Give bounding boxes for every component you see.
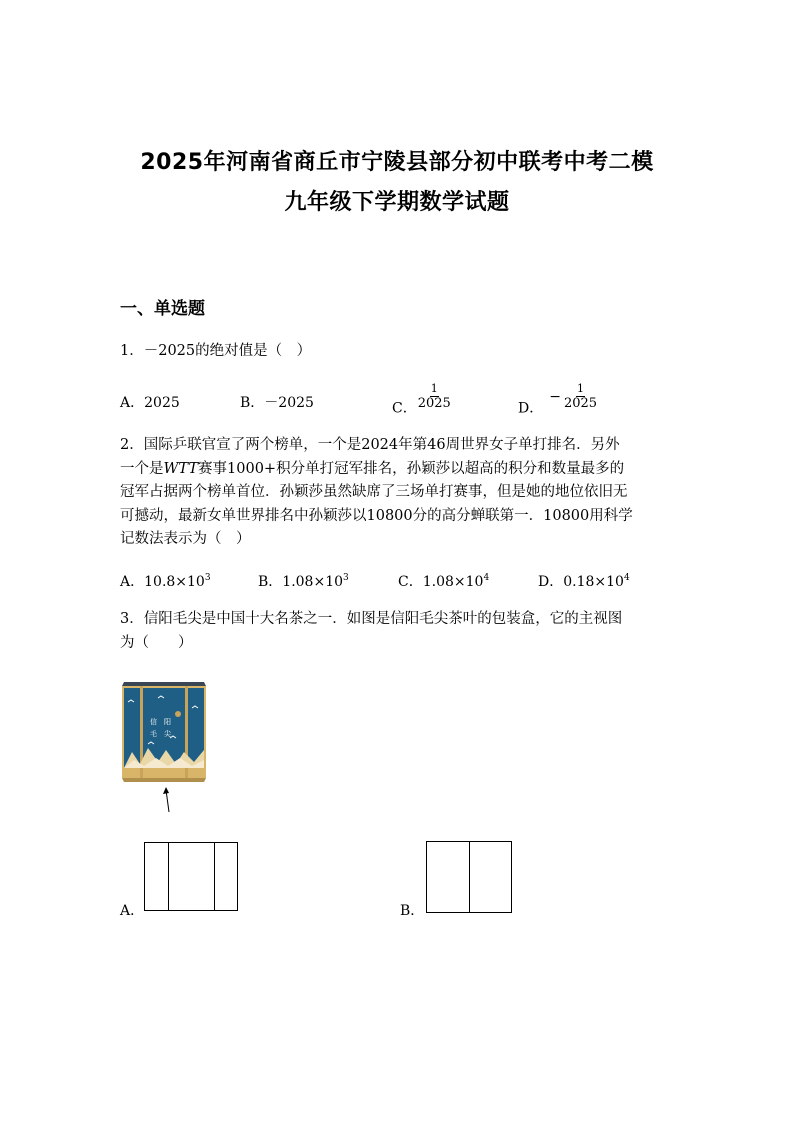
option-mantissa: 1.08×10	[422, 574, 484, 590]
box-char: 尖	[164, 730, 171, 738]
arrow-up-icon	[160, 786, 176, 814]
option-exponent: 4	[623, 573, 630, 583]
option-label: D．	[518, 400, 544, 417]
option-mantissa: 10.8×10	[144, 574, 205, 590]
question-line	[120, 458, 680, 482]
title-line-1: 2025年河南省商丘市宁陵县部分初中联考中考二模	[140, 150, 654, 175]
option-exponent: 4	[483, 573, 490, 583]
box-lid	[122, 682, 206, 686]
question-3-text	[120, 608, 680, 655]
q3-option-a-label: A．	[120, 903, 145, 919]
question-line: 为（ ）	[120, 634, 193, 651]
view-edge	[469, 842, 470, 912]
fraction-numerator: 1	[577, 382, 585, 395]
q3-option-a-view	[144, 842, 238, 911]
fraction	[417, 382, 452, 411]
question-line: 3．信阳毛尖是中国十大名茶之一．如图是信阳毛尖茶叶的包装盒，它的主视图	[120, 611, 623, 627]
section-title: 一、单选题	[120, 299, 205, 319]
text-segment: 赛事1000+积分单打冠军排名，孙颖莎以超高的积分和数量最多的	[198, 460, 625, 477]
q1-option-a	[120, 392, 180, 412]
q2-option-d	[538, 571, 630, 591]
option-label: A．	[120, 574, 145, 590]
box-base	[122, 778, 206, 782]
box-char: 毛	[150, 730, 157, 738]
option-label: D．	[538, 574, 564, 590]
option-label: A．	[120, 395, 145, 411]
sun	[175, 711, 181, 717]
view-edge	[214, 843, 215, 910]
q2-option-a	[120, 571, 211, 591]
q1-option-d	[518, 382, 598, 418]
option-mantissa: 0.18×10	[563, 574, 624, 590]
option-label: B．	[258, 574, 283, 590]
option-value: 2025	[144, 395, 180, 411]
option-label: C．	[392, 400, 417, 417]
q3-option-b-view	[426, 841, 512, 913]
fraction	[563, 382, 598, 411]
question-line: 2．国际乒联官宣了两个榜单，一个是2024年第46周世界女子单打排名．另外	[120, 437, 620, 453]
wtt-italic: WTT	[163, 460, 199, 477]
q2-option-b	[258, 571, 349, 591]
option-mantissa: 1.08×10	[282, 574, 344, 590]
question-line: 记数法表示为（ ）	[120, 531, 251, 547]
q1-option-c	[392, 382, 452, 418]
box-char: 信	[150, 718, 157, 726]
box-char: 阳	[164, 718, 171, 726]
option-exponent: 3	[343, 573, 349, 583]
option-label: B．	[240, 395, 265, 411]
tea-box-image	[120, 678, 208, 784]
question-2-text	[120, 434, 680, 552]
option-value: －2025	[264, 395, 314, 411]
minus-sign: −	[549, 388, 561, 405]
title-line-2: 九年级下学期数学试题	[284, 190, 510, 215]
fraction-numerator: 1	[430, 382, 438, 395]
q3-option-b-label: B．	[400, 903, 425, 919]
fraction-denominator: 2025	[417, 396, 451, 411]
question-1-text: 1．－2025的绝对值是（ ）	[120, 343, 312, 359]
q1-option-b	[240, 392, 314, 412]
text-segment: 一个是	[120, 460, 164, 477]
option-label: C．	[398, 574, 423, 590]
question-line: 冠军占据两个榜单首位．孙颖莎虽然缺席了三场单打赛事，但是她的地位依旧无	[120, 484, 628, 500]
view-edge	[168, 843, 169, 910]
question-line: 可撼动，最新女单世界排名中孙颖莎以10800分的高分蝉联第一．10800用科学	[120, 507, 633, 524]
q2-option-c	[398, 571, 489, 591]
option-exponent: 3	[204, 573, 211, 583]
fraction-denominator: 2025	[563, 396, 598, 411]
